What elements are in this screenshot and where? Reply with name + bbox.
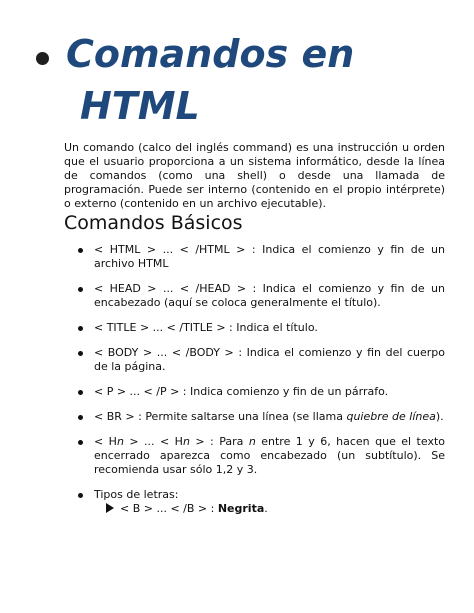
intro-paragraph: Un comando (calco del inglés command) es una instrucción u orden que el usuario proporciona a un sistema informático, desde la línea de comandos (como una shell) o desde una llamada de programación. Puede ser interno (contenido en el propio intérprete) o externo (contenido en un archivo ejecutable). [64,141,445,210]
hn-n2: n [182,435,190,448]
sub-item-end: . [264,502,268,515]
list-item-p [64,385,445,399]
list-item-text: < P > ... < /P > : Indica comienzo y fin de un párrafo. [94,385,389,398]
list-item-emphasis: quiebre de línea [346,410,436,423]
title-bullet-icon [36,52,49,65]
page-title [36,28,456,132]
list-item-text: < HTML > ... < /HTML > : Indica el comienzo y fin de un archivo HTML [94,243,445,270]
list-item-text: < BODY > ... < /BODY > : Indica el comienzo y fin del cuerpo de la página. [94,346,445,373]
bullet-icon [78,351,83,356]
arrow-bullet-icon [106,503,114,513]
title-line-2: HTML [80,84,200,128]
title-line-1: Comandos en [66,32,355,76]
hn-n3: n [248,435,256,448]
bullet-icon [78,390,83,395]
list-item-text-suffix: ). [435,410,444,423]
list-item-body [64,346,445,374]
list-item-br [64,410,445,424]
list-item-text: Tipos de letras: [94,488,179,501]
sub-item-tag: < B > ... < /B > : [120,502,218,515]
sub-list-item-bold [106,502,268,516]
bullet-icon [78,440,83,445]
hn-mid: > ... < H [123,435,183,448]
bullet-icon [78,326,83,331]
hn-n1: n [116,435,124,448]
sub-item-bold: Negrita [217,502,265,515]
hn-mid2: > : Para [189,435,249,448]
list-item-fonts [64,488,445,502]
section-heading: Comandos Básicos [64,212,243,234]
list-item-head [64,282,445,310]
bullet-icon [78,493,83,498]
list-item-text: < HEAD > ... < /HEAD > : Indica el comienzo y fin de un encabezado (aquí se coloca generalmente el título). [94,282,445,309]
command-list [64,243,445,513]
hn-open: < H [94,435,117,448]
bullet-icon [78,287,83,292]
list-item-hn [64,435,445,477]
list-item-html [64,243,445,271]
hn-rest: entre 1 y 6, hacen que el texto encerrado aparezca como encabezado (un subtítulo). Se recomienda usar sólo 1,2 y 3. [94,435,445,476]
bullet-icon [78,248,83,253]
list-item-title [64,321,445,335]
list-item-text: < TITLE > ... < /TITLE > : Indica el título. [94,321,318,334]
bullet-icon [78,415,83,420]
list-item-text-prefix: < BR > : Permite saltarse una línea (se llama [94,410,347,423]
